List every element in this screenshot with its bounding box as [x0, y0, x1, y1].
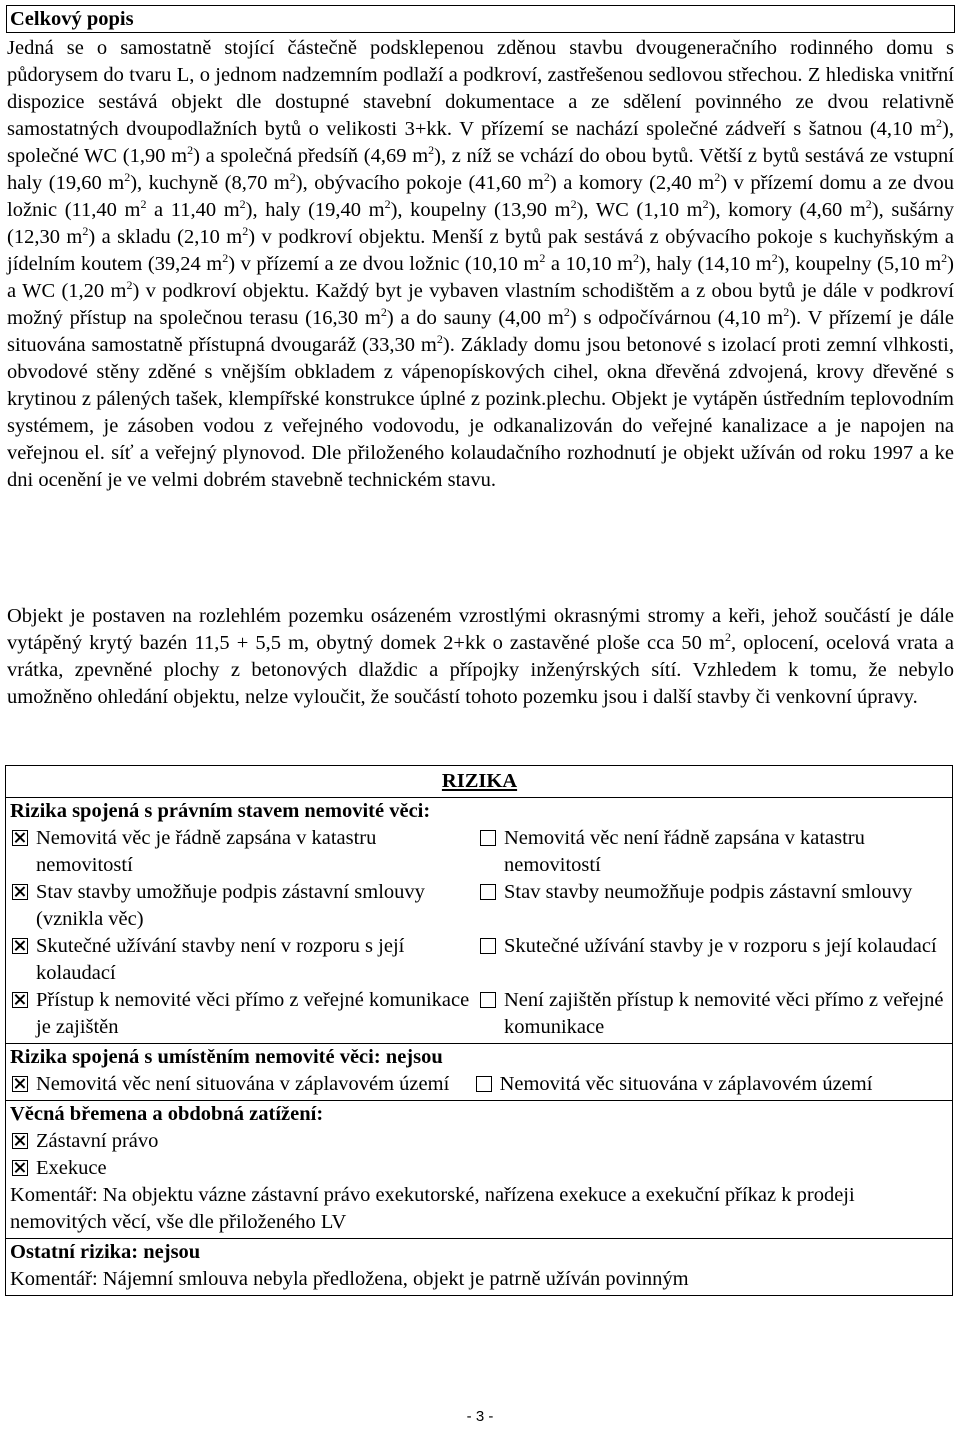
checked-checkbox-icon	[12, 830, 28, 846]
location-risks-section	[6, 1044, 953, 1101]
location-risks-heading: Rizika spojená s umístěním nemovité věci: nejsou	[10, 1046, 443, 1068]
other-risks-section	[6, 1239, 953, 1296]
checked-checkbox-icon	[12, 1160, 28, 1176]
legal-risks-section	[6, 798, 953, 1044]
section-title: Celkový popis	[6, 5, 955, 33]
easements-section	[6, 1101, 953, 1239]
risk-option: Nemovitá věc situována v záplavovém území	[499, 1073, 873, 1095]
easement-item: Zástavní právo	[36, 1130, 159, 1152]
unchecked-checkbox-icon	[476, 1076, 492, 1092]
other-risks-heading: Ostatní rizika: nejsou	[10, 1241, 201, 1263]
risk-option: Skutečné užívání stavby je v rozporu s její kolaudací	[504, 935, 937, 957]
risk-option: Není zajištěn přístup k nemovité věci přímo z veřejné komunikace	[504, 989, 944, 1038]
risk-row	[10, 933, 949, 987]
risks-table	[5, 765, 953, 1296]
risk-option: Nemovitá věc není situována v záplavovém území	[36, 1073, 450, 1095]
easement-item: Exekuce	[36, 1157, 107, 1179]
unchecked-checkbox-icon	[480, 830, 496, 846]
risk-option: Skutečné užívání stavby není v rozporu s její kolaudací	[36, 935, 405, 984]
risk-row	[10, 879, 949, 933]
checked-checkbox-icon	[12, 992, 28, 1008]
risk-row	[10, 1071, 949, 1098]
risks-title: RIZIKA	[6, 766, 953, 798]
risk-option: Stav stavby neumožňuje podpis zástavní smlouvy	[504, 881, 913, 903]
unchecked-checkbox-icon	[480, 938, 496, 954]
risk-option: Nemovitá věc je řádně zapsána v katastru nemovitostí	[36, 827, 377, 876]
risk-row	[10, 825, 949, 879]
checked-checkbox-icon	[12, 1076, 28, 1092]
unchecked-checkbox-icon	[480, 992, 496, 1008]
checked-checkbox-icon	[12, 938, 28, 954]
checked-checkbox-icon	[12, 1133, 28, 1149]
land-paragraph: Objekt je postaven na rozlehlém pozemku osázeném vzrostlými okrasnými stromy a keři, jehož součástí je dále vytápěný krytý bazén 11,5 + 5,5 m, obytný domek 2+kk o zastavěné ploše cca 50 $m^2$, oplocení, ocelová vrata a vrátka, zpevněné plochy z betonových dlaždic a přípojky inženýrských sítí. Vzhledem k tomu, že nebylo umožněno ohledání objektu, nelze vyloučit, že součástí tohoto pozemku jsou i další stavby či venkovní úpravy.	[7, 605, 954, 708]
risk-option: Stav stavby umožňuje podpis zástavní smlouvy (vznikla věc)	[36, 881, 425, 930]
risk-option: Nemovitá věc není řádně zapsána v katastru nemovitostí	[504, 827, 865, 876]
easements-comment: Komentář: Na objektu vázne zástavní právo exekutorské, nařízena exekuce a exekuční příkaz k prodeji nemovitých věcí, vše dle přiloženého LV	[10, 1184, 855, 1233]
easements-heading: Věcná břemena a obdobná zatížení:	[10, 1103, 324, 1125]
description-paragraph: Jedná se o samostatně stojící částečně podsklepenou zděnou stavbu dvougeneračního rodinného domu s půdorysem do tvaru L, o jednom nadzemním podlaží a podkroví, zastřešenou sedlovou střechou. Z hlediska vnitřní dispozice sestává objekt dle dostupné stavební dokumentace a ze sdělení povinného ze dvou relativně samostatných dvoupodlažních bytů o velikosti 3+kk. V přízemí se nachází společné zádveří s šatnou (4,10 $m^2$), společné WC (1,90 $m^2$) a společná předsíň (4,69 $m^2$), z níž se vchází do obou bytů. Větší z bytů sestává ze vstupní haly (19,60 $m^2$), kuchyně (8,70 $m^2$), obývacího pokoje (41,60 $m^2$) a komory (2,40 $m^2$) v přízemí domu a ze dvou ložnic (11,40 $m^2$ a 11,40 $m^2$), haly (19,40 $m^2$), koupelny (13,90 $m^2$), WC (1,10 $m^2$), komory (4,60 $m^2$), sušárny (12,30 $m^2$) a skladu (2,10 $m^2$) v podkroví objektu. Menší z bytů pak sestává z obývacího pokoje s kuchyňským a jídelním koutem (39,24 $m^2$) v přízemí a ze dvou ložnic (10,10 $m^2$ a 10,10 $m^2$), haly (14,10 $m^2$), koupelny (5,10 $m^2$) a WC (1,20 $m^2$) v podkroví objektu. Každý byt je vybaven vlastním schodištěm a z obou bytů je dále v podkroví možný přístup na společnou terasu (16,30 $m^2$) a do sauny (4,00 $m^2$) s odpočívárnou (4,10 $m^2$). V přízemí je dále situována samostatně přístupná dvougaráž (33,30 $m^2$). Základy domu jsou betonové s izolací proti zemní vlhkosti, obvodové stěny zděné s vnějším obkladem z vápenopískových cihel, okna dřevěná zdvojená, krovy dřevěné s krytinou z pálených tašek, klempířské konstrukce úplné z pozink.plechu. Objekt je vytápěn ústředním teplovodním systémem, je zásoben vodou z veřejného vodovodu, je odkanalizován do veřejné kanalizace a je napojen na veřejnou el. síť a veřejný plynovod. Dle přiloženého kolaudačního rozhodnutí je objekt užíván od roku 1997 a ke dni ocenění je ve velmi dobrém stavebně technickém stavu.	[7, 37, 954, 491]
risk-option: Přístup k nemovité věci přímo z veřejné komunikace je zajištěn	[36, 989, 470, 1038]
page-number: - 3 -	[466, 1408, 494, 1425]
other-risks-comment: Komentář: Nájemní smlouva nebyla předložena, objekt je patrně užíván povinným	[10, 1268, 689, 1290]
checked-checkbox-icon	[12, 884, 28, 900]
unchecked-checkbox-icon	[480, 884, 496, 900]
legal-risks-heading: Rizika spojená s právním stavem nemovité věci:	[10, 800, 431, 822]
risk-row	[10, 987, 949, 1041]
